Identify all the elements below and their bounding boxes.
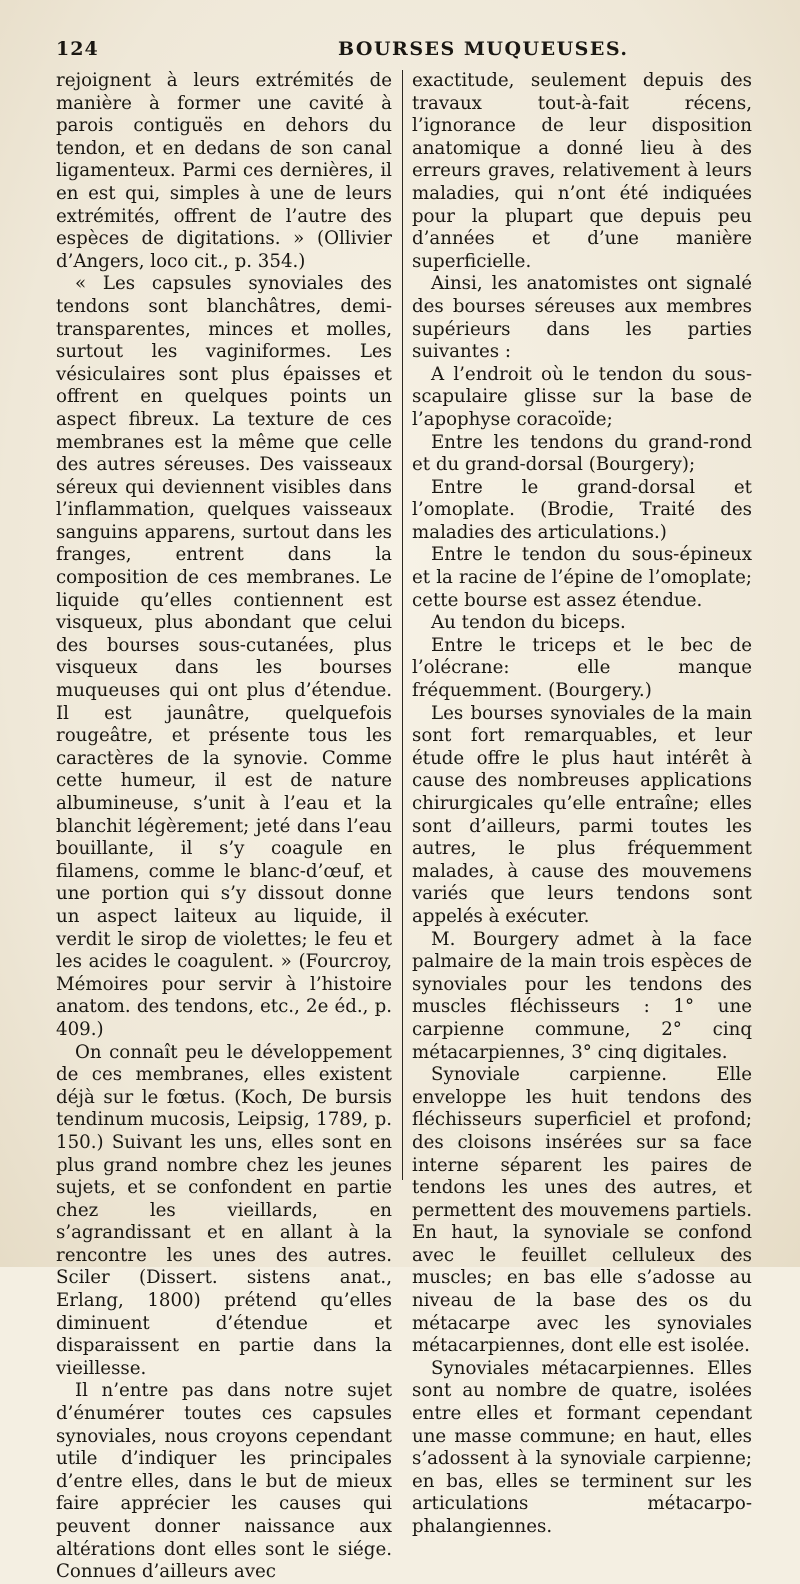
- paragraph: Entre le tendon du sous-épineux et la racine de l’épine de l’omoplate; cette bourse est assez étendue.: [412, 544, 752, 611]
- paragraph: Entre le triceps et le bec de l’olécrane: elle manque fréquemment. (Bourgery.): [412, 634, 752, 702]
- right-column: [412, 70, 752, 1539]
- paragraph: Il n’entre pas dans notre sujet d’énumérer toutes ces capsules synoviales, nous croyons cependant utile d’indiquer les principales d’entre elles, dans le but de mieux faire apprécier les causes qui peuvent donner naissance aux altérations dont elles sont le siége. Connues d’ailleurs avec: [56, 1380, 392, 1583]
- paragraph: Synoviale carpienne. Elle enveloppe les huit tendons des fléchisseurs superficiel et profond; des cloisons insérées sur sa face interne séparent les paires de tendons les unes des autres, et permettent des mouvemens partiels. En haut, la synoviale se confond avec le feuillet celluleux des muscles; en bas elle s’adosse au niveau de la base des os du métacarpe avec les synoviales métacarpiennes, dont elle est isolée.: [412, 1064, 752, 1357]
- paragraph: Les bourses synoviales de la main sont fort remarquables, et leur étude offre le plus haut intérêt à cause des nombreuses applications chirurgicales qu’elle entraîne; elles sont d’ailleurs, parmi toutes les autres, le plus fréquemment malades, à cause des mouvemens variés que leurs tendons sont appelés à exécuter.: [412, 702, 752, 927]
- paragraph: A l’endroit où le tendon du sous-scapulaire glisse sur la base de l’apophyse coracoïde;: [412, 363, 752, 430]
- left-column: [56, 70, 392, 1584]
- paragraph: exactitude, seulement depuis des travaux tout-à-fait récens, l’ignorance de leur disposition anatomique a donné lieu à des erreurs graves, relativement à leurs maladies, qui n’ont été indiquées pour la plupart que depuis peu d’années et d’une manière superficielle.: [412, 70, 752, 272]
- paragraph: Ainsi, les anatomistes ont signalé des bourses séreuses aux membres supérieurs dans les parties suivantes :: [412, 273, 752, 363]
- running-title: BOURSES MUQUEUSES.: [338, 38, 629, 60]
- page-number: 124: [56, 38, 99, 60]
- page-header: [56, 38, 756, 68]
- paragraph: Au tendon du biceps.: [431, 612, 626, 634]
- paragraph: Entre les tendons du grand-rond et du grand-dorsal (Bourgery);: [412, 431, 752, 476]
- paragraph: On connaît peu le développement de ces membranes, elles existent déjà sur le fœtus. (Koch, De bursis tendinum mucosis, Leipsig, 1789, p. 150.) Suivant les uns, elles sont en plus grand nombre chez les jeunes sujets, et se confondent en partie chez les vieillards, en s’agrandissant et en allant à la rencontre les unes des autres. Sciler (Dissert. sistens anat., Erlang, 1800) prétend qu’elles diminuent d’étendue et disparaissent en partie dans la vieillesse.: [56, 1041, 392, 1379]
- paragraph: Entre le grand-dorsal et l’omoplate. (Brodie, Traité des maladies des articulations.): [412, 476, 752, 543]
- paragraph: M. Bourgery admet à la face palmaire de la main trois espèces de synoviales pour les tendons des muscles fléchisseurs : 1° une carpienne commune, 2° cinq métacarpiennes, 3° cinq digitales.: [412, 928, 752, 1063]
- paragraph: Synoviales métacarpiennes. Elles sont au nombre de quatre, isolées entre elles et formant cependant une masse commune; en haut, elles s’adossent à la synoviale carpienne; en bas, elles se terminent sur les articulations métacarpo-phalangiennes.: [412, 1357, 752, 1537]
- column-divider: [402, 70, 403, 1180]
- paragraph: « Les capsules synoviales des tendons sont blanchâtres, demi-transparentes, minces et molles, surtout les vaginiformes. Les vésiculaires sont plus épaisses et offrent en quelques points un aspect fibreux. La texture de ces membranes est la même que celle des autres séreuses. Des vaisseaux séreux qui deviennent visibles dans l’inflammation, quelques vaisseaux sanguins apparens, surtout dans les franges, entrent dans la composition de ces membranes. Le liquide qu’elles contiennent est visqueux, plus abondant que celui des bourses sous-cutanées, plus visqueux dans les bourses muqueuses qui ont plus d’étendue. Il est jaunâtre, quelquefois rougeâtre, et présente tous les caractères de la synovie. Comme cette humeur, il est de nature albumineuse, s’unit à l’eau et la blanchit légèrement; jeté dans l’eau bouillante, il s’y coagule en filamens, comme le blanc-d’œuf, et une portion qui s’y dissout donne un aspect laiteux au liquide, il verdit le sirop de violettes; le feu et les acides le coagulent. » (Fourcroy, Mémoires pour servir à l’histoire anatom. des tendons, etc., 2e éd., p. 409.): [56, 273, 392, 1040]
- paragraph: rejoignent à leurs extrémités de manière à former une cavité à parois contiguës en dehors du tendon, et en dedans de son canal ligamenteux. Parmi ces dernières, il en est qui, simples à une de leurs extrémités, offrent de l’autre des espèces de digitations. » (Ollivier d’Angers, loco cit., p. 354.): [56, 70, 392, 272]
